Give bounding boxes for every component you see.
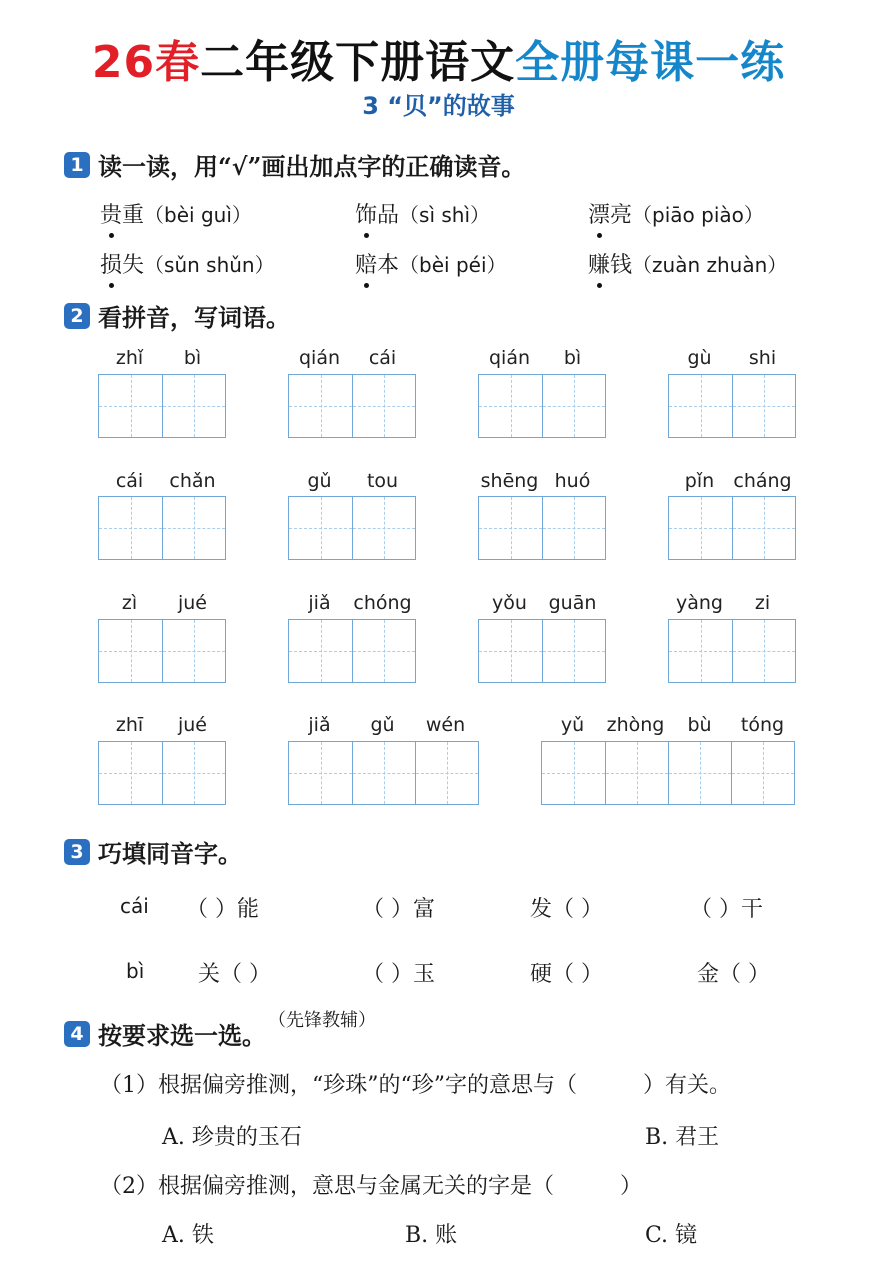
pinyin-label: zì (121, 592, 138, 614)
writing-grid[interactable] (98, 374, 226, 438)
writing-grid[interactable] (288, 741, 479, 805)
fill-blank[interactable]: （ ）干 (690, 897, 763, 922)
pinyin-label: jiǎ (308, 714, 331, 736)
dotted-char: 饰 (355, 198, 377, 229)
pinyin-label: jiǎ (308, 592, 331, 614)
pinyin-label: guān (548, 592, 597, 614)
reading-item (588, 198, 764, 229)
question-1: （1）根据偏旁推测，“珍珠”的“珍”字的意思与（ ）有关。 (100, 1073, 731, 1098)
section3-heading (64, 834, 242, 869)
title-series: 全册每课一练 (515, 37, 786, 88)
pinyin-label: zhòng (606, 714, 665, 736)
pinyin-label: bì (183, 347, 202, 369)
writing-grid[interactable] (98, 619, 226, 683)
dotted-char: 损 (100, 248, 122, 279)
section2-title: 看拼音，写词语。 (98, 303, 290, 332)
section3-title: 巧填同音字。 (98, 839, 242, 868)
writing-grid[interactable] (478, 374, 606, 438)
q1-option-a[interactable]: A. 珍贵的玉石 (162, 1125, 302, 1150)
q2-option-a[interactable]: A. 铁 (162, 1223, 214, 1248)
writing-grid[interactable] (98, 741, 226, 805)
dotted-char: 漂 (588, 198, 610, 229)
fill-blank[interactable]: 关（ ） (198, 962, 271, 987)
section2-number: 2 (64, 303, 90, 329)
writing-grid[interactable] (478, 619, 606, 683)
word-rest: 重 (122, 203, 145, 228)
pinyin-label: jué (177, 714, 207, 736)
title-grade: 二年级下册语文 (200, 37, 516, 88)
pinyin-label: gǔ (307, 470, 332, 492)
writing-grid[interactable] (541, 741, 795, 805)
pinyin-choices: （piāo piào） (632, 203, 764, 227)
writing-grid[interactable] (478, 496, 606, 560)
pinyin-label: pǐn (684, 470, 715, 492)
homophone-pinyin: bì (126, 959, 145, 983)
section1-heading (64, 147, 525, 182)
pinyin-label: yǒu (492, 592, 527, 614)
pinyin-label: tóng (740, 714, 785, 736)
dotted-char: 赔 (355, 248, 377, 279)
pinyin-label: cái (115, 470, 144, 492)
pinyin-label: zhǐ (115, 347, 144, 369)
writing-grid[interactable] (668, 496, 796, 560)
pinyin-label: qián (488, 347, 531, 369)
section3-number: 3 (64, 839, 90, 865)
writing-grid[interactable] (288, 619, 416, 683)
pinyin-label: gǔ (370, 714, 395, 736)
section4-heading (64, 1016, 266, 1051)
word-rest: 亮 (610, 203, 633, 228)
pinyin-label: qián (298, 347, 341, 369)
pinyin-choices: （zuàn zhuàn） (632, 253, 788, 277)
word-rest: 钱 (610, 253, 633, 278)
reading-item (355, 198, 490, 229)
q2-option-b[interactable]: B. 账 (405, 1223, 458, 1248)
pinyin-label: cháng (733, 470, 792, 492)
pinyin-label: chǎn (169, 470, 216, 492)
dotted-char: 赚 (588, 248, 610, 279)
writing-grid[interactable] (668, 374, 796, 438)
writing-grid[interactable] (288, 496, 416, 560)
pinyin-label: cái (368, 347, 397, 369)
pinyin-label: zhī (115, 714, 144, 736)
pinyin-label: tou (366, 470, 399, 492)
title-season: 26春 (91, 37, 201, 88)
pinyin-choices: （bèi guì） (144, 203, 252, 227)
pinyin-label: wén (425, 714, 466, 736)
pinyin-label: bì (563, 347, 582, 369)
reading-item (100, 198, 252, 229)
writing-grid[interactable] (288, 374, 416, 438)
word-rest: 本 (377, 253, 400, 278)
fill-blank[interactable]: 硬（ ） (530, 962, 603, 987)
pinyin-label: zi (754, 592, 771, 614)
fill-blank[interactable]: （ ）玉 (362, 962, 435, 987)
pinyin-label: shi (748, 347, 777, 369)
question-2: （2）根据偏旁推测，意思与金属无关的字是（ ） (100, 1174, 642, 1199)
pinyin-label: huó (554, 470, 591, 492)
reading-item (588, 248, 787, 279)
section4-title: 按要求选一选。 (98, 1021, 266, 1050)
fill-blank[interactable]: （ ）富 (362, 897, 435, 922)
pinyin-choices: （sì shì） (399, 203, 491, 227)
pinyin-label: chóng (353, 592, 412, 614)
pinyin-label: gù (687, 347, 712, 369)
dotted-char: 贵 (100, 198, 122, 229)
q2-option-c[interactable]: C. 镜 (645, 1223, 698, 1248)
fill-blank[interactable]: 金（ ） (697, 962, 770, 987)
section4-number: 4 (64, 1021, 90, 1047)
publisher-note: （先锋教辅） (268, 1010, 376, 1031)
fill-blank[interactable]: 发（ ） (530, 897, 603, 922)
lesson-title: 3 “贝”的故事 (362, 92, 515, 120)
pinyin-choices: （bèi péi） (399, 253, 507, 277)
q1-option-b[interactable]: B. 君王 (645, 1125, 720, 1150)
pinyin-label: yǔ (560, 714, 585, 736)
writing-grid[interactable] (98, 496, 226, 560)
writing-grid[interactable] (668, 619, 796, 683)
section1-title: 读一读，用“√”画出加点字的正确读音。 (98, 152, 526, 181)
worksheet-title (0, 26, 877, 90)
pinyin-label: yàng (676, 592, 723, 614)
word-rest: 品 (377, 203, 400, 228)
homophone-pinyin: cái (120, 894, 149, 918)
section1-number: 1 (64, 152, 90, 178)
reading-item (355, 248, 507, 279)
pinyin-choices: （sǔn shǔn） (144, 253, 275, 277)
pinyin-label: bù (687, 714, 712, 736)
section2-heading (64, 298, 290, 333)
pinyin-label: shēng (480, 470, 539, 492)
pinyin-label: jué (177, 592, 207, 614)
fill-blank[interactable]: （ ）能 (186, 897, 259, 922)
reading-item (100, 248, 275, 279)
word-rest: 失 (122, 253, 145, 278)
